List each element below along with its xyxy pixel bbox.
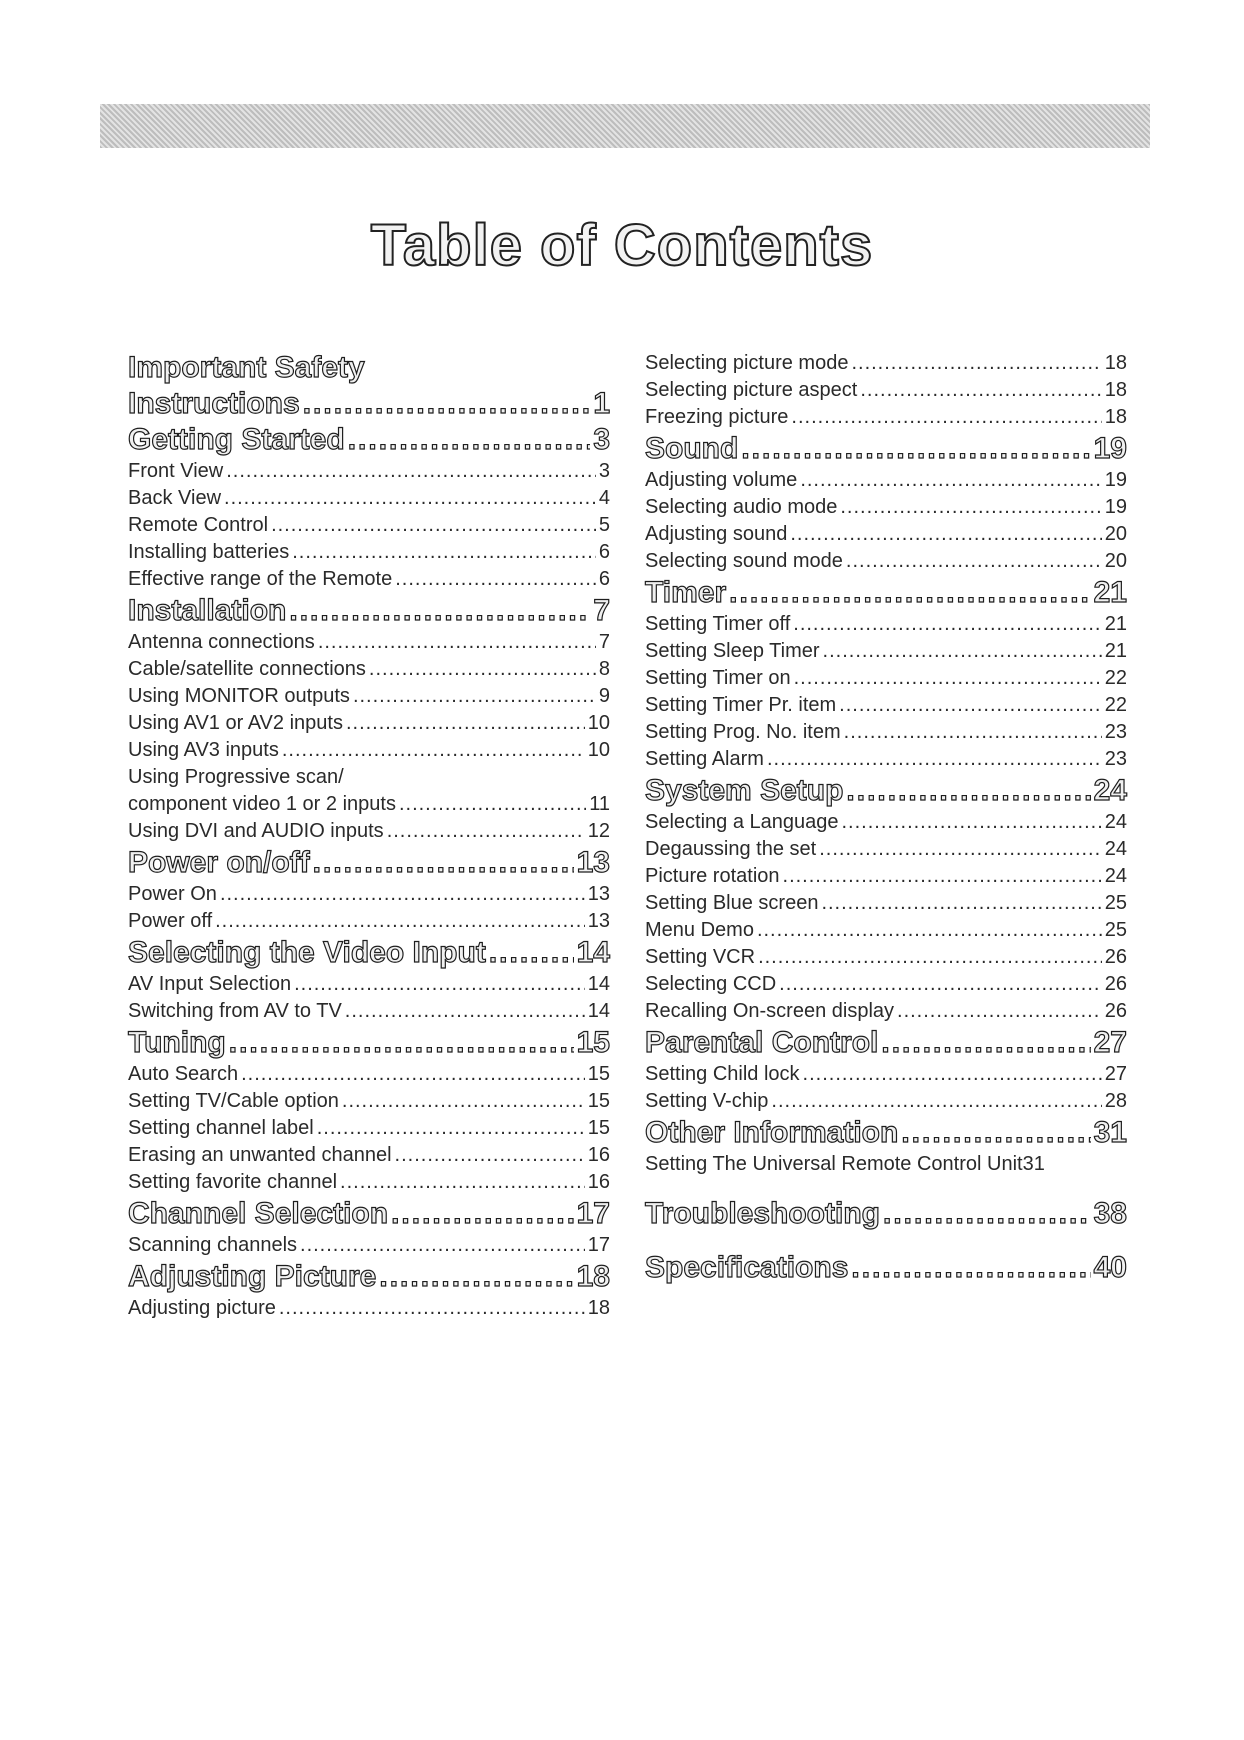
toc-entry[interactable] (128, 1232, 610, 1259)
toc-entry[interactable] (645, 377, 1127, 404)
entry-title-text: Setting Blue screen (645, 892, 819, 914)
toc-entry[interactable] (128, 485, 610, 512)
entry-title-text: Setting Timer Pr. item (645, 694, 837, 716)
entry-title-text: Setting Sleep Timer (645, 640, 820, 662)
entry-title-text: Setting favorite channel (128, 1171, 338, 1193)
page-number: 24 (1104, 865, 1127, 887)
section-title-text: Power on/off (128, 846, 310, 879)
section-title-text: Important Safety (128, 351, 365, 384)
dot-leader (345, 998, 585, 1025)
entry-title-text: Setting The Universal Remote Control Unit31 (645, 1153, 1045, 1175)
entry-title-text: Installing batteries (128, 541, 290, 563)
page-number: 3 (598, 460, 610, 482)
spacer (645, 1232, 1127, 1250)
entry-title-text: Selecting a Language (645, 811, 839, 833)
toc-section-heading[interactable] (128, 593, 610, 629)
dot-leader (241, 1061, 585, 1088)
toc-entry[interactable] (645, 863, 1127, 890)
dot-leader (844, 719, 1102, 746)
entry-title-text: Erasing an unwanted channel (128, 1144, 392, 1166)
dot-leader (771, 1088, 1101, 1115)
page-title: Table of Contents (370, 213, 874, 278)
page-number: 14 (587, 973, 610, 995)
dot-leader (897, 998, 1102, 1025)
toc-entry[interactable] (645, 494, 1127, 521)
entry-title-text: Setting channel label (128, 1117, 314, 1139)
dot-leader (851, 1250, 1090, 1286)
page-number: 10 (587, 712, 610, 734)
toc-entry[interactable] (128, 539, 610, 566)
page-number: 28 (1104, 1090, 1127, 1112)
dot-leader (791, 404, 1101, 431)
page-number: 12 (587, 820, 610, 842)
entry-title-text: Menu Demo (645, 919, 754, 941)
dot-leader (860, 377, 1101, 404)
toc-section-heading[interactable] (645, 1025, 1127, 1061)
section-title-text: Channel Selection (128, 1197, 389, 1230)
dot-leader (851, 350, 1101, 377)
toc-entry[interactable] (645, 719, 1127, 746)
page-number: 38 (1093, 1197, 1127, 1230)
entry-title-text: Setting Child lock (645, 1063, 800, 1085)
header-pattern-band (100, 104, 1150, 148)
page-number: 18 (587, 1297, 610, 1319)
entry-title-text: Cable/satellite connections (128, 658, 366, 680)
page-number: 24 (1104, 838, 1127, 860)
toc-column-left (128, 350, 610, 1322)
dot-leader (741, 431, 1090, 467)
entry-title-text: Front View (128, 460, 224, 482)
toc-entry[interactable] (645, 746, 1127, 773)
toc-section-heading[interactable] (645, 1196, 1127, 1232)
entry-title-text: Adjusting picture (128, 1297, 276, 1319)
dot-leader (300, 1232, 585, 1259)
toc-entry[interactable] (645, 890, 1127, 917)
toc-entry[interactable] (128, 998, 610, 1025)
toc-entry[interactable] (645, 809, 1127, 836)
entry-title-text: Freezing picture (645, 406, 789, 428)
dot-leader (819, 836, 1102, 863)
toc-section-heading[interactable] (128, 1025, 610, 1061)
page-number: 23 (1104, 748, 1127, 770)
page-number: 6 (598, 541, 610, 563)
page-number: 18 (1104, 406, 1127, 428)
entry-title-text: Selecting sound mode (645, 550, 843, 572)
entry-title-text: Setting Timer on (645, 667, 791, 689)
toc-section-heading[interactable] (128, 935, 610, 971)
toc-entry[interactable] (128, 683, 610, 710)
section-title-text: Getting Started (128, 423, 345, 456)
toc-entry[interactable] (128, 908, 610, 935)
dot-leader (758, 944, 1102, 971)
dot-leader (842, 809, 1102, 836)
section-title-text: Parental Control (645, 1026, 879, 1059)
toc-entry[interactable] (645, 692, 1127, 719)
page-number: 13 (576, 846, 610, 879)
entry-title-text: Using DVI and AUDIO inputs (128, 820, 384, 842)
page-number: 22 (1104, 667, 1127, 689)
page-number: 15 (587, 1090, 610, 1112)
section-title-text: Sound (645, 432, 739, 465)
dot-leader (395, 1142, 585, 1169)
dot-leader (317, 1115, 585, 1142)
page-number: 16 (587, 1171, 610, 1193)
toc-section-heading[interactable] (128, 1259, 610, 1295)
page-number: 18 (1104, 352, 1127, 374)
page-number: 27 (1093, 1026, 1127, 1059)
page-number: 13 (587, 883, 610, 905)
entry-title-text: Selecting audio mode (645, 496, 838, 518)
page-number: 15 (576, 1026, 610, 1059)
toc-entry[interactable] (128, 791, 610, 818)
dot-leader (220, 881, 585, 908)
dot-leader (883, 1196, 1091, 1232)
toc-entry[interactable] (645, 548, 1127, 575)
dot-leader (340, 1169, 585, 1196)
toc-entry[interactable] (645, 998, 1127, 1025)
toc-entry[interactable] (645, 917, 1127, 944)
toc-entry[interactable] (128, 629, 610, 656)
page-number: 15 (587, 1063, 610, 1085)
entry-title-text: AV Input Selection (128, 973, 292, 995)
dot-leader (313, 845, 574, 881)
page-number: 9 (598, 685, 610, 707)
toc-section-heading[interactable] (128, 845, 610, 881)
dot-leader (821, 890, 1101, 917)
dot-leader (346, 710, 585, 737)
dot-leader (779, 971, 1102, 998)
dot-leader (823, 638, 1102, 665)
dot-leader (839, 692, 1102, 719)
page-number: 24 (1093, 774, 1127, 807)
toc-entry[interactable] (128, 1142, 610, 1169)
section-title-text: Instructions (128, 387, 300, 420)
dot-leader (279, 1295, 585, 1322)
toc-entry[interactable] (645, 1061, 1127, 1088)
dot-leader (369, 656, 596, 683)
dot-leader (846, 548, 1102, 575)
dot-leader (229, 1025, 574, 1061)
toc-entry[interactable] (128, 458, 610, 485)
toc-entry[interactable] (128, 881, 610, 908)
toc-section-heading[interactable] (645, 575, 1127, 611)
toc-entry[interactable] (645, 836, 1127, 863)
entry-title-text: Adjusting volume (645, 469, 798, 491)
dot-leader (303, 386, 591, 422)
page-number: 20 (1104, 523, 1127, 545)
page-number: 18 (1104, 379, 1127, 401)
dot-leader (790, 521, 1101, 548)
toc-entry[interactable] (128, 971, 610, 998)
page-number: 24 (1104, 811, 1127, 833)
toc-entry[interactable] (128, 1088, 610, 1115)
page-number: 7 (598, 631, 610, 653)
dot-leader (342, 1088, 585, 1115)
section-title-text: Tuning (128, 1026, 226, 1059)
toc-entry[interactable] (645, 1151, 1127, 1178)
dot-leader (399, 791, 586, 818)
page-number: 18 (576, 1260, 610, 1293)
entry-title-text: Adjusting sound (645, 523, 788, 545)
dot-leader (395, 566, 596, 593)
entry-title-text: Degaussing the set (645, 838, 817, 860)
entry-title-text: Setting TV/Cable option (128, 1090, 339, 1112)
spacer (645, 1178, 1127, 1196)
entry-title-text: Power On (128, 883, 217, 905)
dot-leader (800, 467, 1101, 494)
entry-title-text: Selecting picture aspect (645, 379, 858, 401)
section-title-text: Specifications (645, 1251, 849, 1284)
dot-leader (318, 629, 596, 656)
page-number: 3 (593, 423, 610, 456)
toc-section-heading[interactable] (645, 431, 1127, 467)
entry-title-text: Back View (128, 487, 222, 509)
toc-entry[interactable] (128, 764, 610, 791)
dot-leader (757, 917, 1102, 944)
page-number: 26 (1104, 946, 1127, 968)
dot-leader (840, 494, 1101, 521)
dot-leader (387, 818, 585, 845)
toc-column-right (645, 350, 1127, 1286)
page-number: 17 (587, 1234, 610, 1256)
dot-leader (215, 908, 585, 935)
section-title-text: Troubleshooting (645, 1197, 880, 1230)
toc-entry[interactable] (645, 638, 1127, 665)
entry-title-text: Auto Search (128, 1063, 239, 1085)
toc-entry[interactable] (645, 404, 1127, 431)
dot-leader (224, 485, 596, 512)
toc-entry[interactable] (128, 566, 610, 593)
dot-leader (353, 683, 596, 710)
page-number: 16 (587, 1144, 610, 1166)
toc-entry[interactable] (645, 467, 1127, 494)
toc-section-heading[interactable] (128, 1196, 610, 1232)
page-number: 23 (1104, 721, 1127, 743)
entry-title-text: Recalling On-screen display (645, 1000, 895, 1022)
page-number: 4 (598, 487, 610, 509)
page-number: 21 (1104, 613, 1127, 635)
dot-leader (282, 737, 585, 764)
entry-title-text: Selecting picture mode (645, 352, 849, 374)
entry-title-text: Power off (128, 910, 213, 932)
page-number: 26 (1104, 1000, 1127, 1022)
page-number: 40 (1093, 1251, 1127, 1284)
toc-section-heading[interactable] (128, 386, 610, 422)
entry-title-text: Setting Prog. No. item (645, 721, 841, 743)
toc-entry[interactable] (128, 1115, 610, 1142)
entry-title-text: Selecting CCD (645, 973, 777, 995)
page-number: 15 (587, 1117, 610, 1139)
page-number: 27 (1104, 1063, 1127, 1085)
toc-entry[interactable] (128, 656, 610, 683)
dot-leader (794, 665, 1102, 692)
page-number: 17 (576, 1197, 610, 1230)
entry-title-text: Using Progressive scan/ (128, 766, 344, 788)
dot-leader (901, 1115, 1090, 1151)
entry-title-text: Remote Control (128, 514, 269, 536)
section-title-text: Selecting the Video Input (128, 936, 486, 969)
toc-entry[interactable] (645, 944, 1127, 971)
page-number: 13 (587, 910, 610, 932)
entry-title-text: Scanning channels (128, 1234, 298, 1256)
toc-section-heading[interactable] (645, 773, 1127, 809)
dot-leader (289, 593, 590, 629)
section-title-text: Other Information (645, 1116, 899, 1149)
dot-leader (271, 512, 596, 539)
section-title-text: Installation (128, 594, 287, 627)
toc-section-heading[interactable] (128, 350, 610, 386)
section-title-text: Timer (645, 576, 727, 609)
dot-leader (348, 422, 591, 458)
toc-entry[interactable] (645, 350, 1127, 377)
page-number: 8 (598, 658, 610, 680)
toc-entry[interactable] (128, 818, 610, 845)
entry-title-text: Switching from AV to TV (128, 1000, 342, 1022)
dot-leader (767, 746, 1102, 773)
section-title-text: Adjusting Picture (128, 1260, 377, 1293)
page-number: 5 (598, 514, 610, 536)
page-number: 7 (593, 594, 610, 627)
page-number: 11 (589, 793, 610, 815)
dot-leader (226, 458, 596, 485)
toc-entry[interactable] (645, 611, 1127, 638)
entry-title-text: Using AV3 inputs (128, 739, 279, 761)
page-number: 25 (1104, 892, 1127, 914)
entry-title-text: component video 1 or 2 inputs (128, 793, 396, 815)
toc-entry[interactable] (128, 710, 610, 737)
entry-title-text: Setting V-chip (645, 1090, 769, 1112)
entry-title-text: Using AV1 or AV2 inputs (128, 712, 343, 734)
dot-leader (379, 1259, 573, 1295)
dot-leader (729, 575, 1090, 611)
page-number: 22 (1104, 694, 1127, 716)
toc-entry[interactable] (645, 521, 1127, 548)
toc-entry[interactable] (645, 665, 1127, 692)
page-number: 26 (1104, 973, 1127, 995)
toc-entry[interactable] (128, 1061, 610, 1088)
toc-entry[interactable] (128, 1169, 610, 1196)
page-number: 21 (1093, 576, 1127, 609)
entry-title-text: Setting Alarm (645, 748, 764, 770)
page-number: 25 (1104, 919, 1127, 941)
page-number: 19 (1104, 496, 1127, 518)
entry-title-text: Picture rotation (645, 865, 780, 887)
page-number: 14 (587, 1000, 610, 1022)
toc-entry[interactable] (128, 512, 610, 539)
toc-entry[interactable] (128, 737, 610, 764)
dot-leader (292, 539, 596, 566)
entry-title-text: Using MONITOR outputs (128, 685, 350, 707)
entry-title-text: Effective range of the Remote (128, 568, 393, 590)
toc-entry[interactable] (645, 1088, 1127, 1115)
page-number: 6 (598, 568, 610, 590)
dot-leader (846, 773, 1090, 809)
dot-leader (391, 1196, 574, 1232)
page-number: 14 (576, 936, 610, 969)
toc-section-heading[interactable] (128, 422, 610, 458)
dot-leader (881, 1025, 1090, 1061)
dot-leader (489, 935, 574, 971)
page-number: 20 (1104, 550, 1127, 572)
toc-entry[interactable] (645, 971, 1127, 998)
entry-title-text: Setting Timer off (645, 613, 791, 635)
toc-section-heading[interactable] (645, 1115, 1127, 1151)
page-number: 19 (1104, 469, 1127, 491)
dot-leader (793, 611, 1101, 638)
dot-leader (294, 971, 585, 998)
page-number: 10 (587, 739, 610, 761)
page-number: 31 (1093, 1116, 1127, 1149)
page-number: 21 (1104, 640, 1127, 662)
dot-leader (803, 1061, 1102, 1088)
toc-entry[interactable] (128, 1295, 610, 1322)
dot-leader (783, 863, 1102, 890)
entry-title-text: Setting VCR (645, 946, 756, 968)
page-number: 1 (593, 387, 610, 420)
page-number: 19 (1093, 432, 1127, 465)
entry-title-text: Antenna connections (128, 631, 315, 653)
toc-section-heading[interactable] (645, 1250, 1127, 1286)
section-title-text: System Setup (645, 774, 844, 807)
